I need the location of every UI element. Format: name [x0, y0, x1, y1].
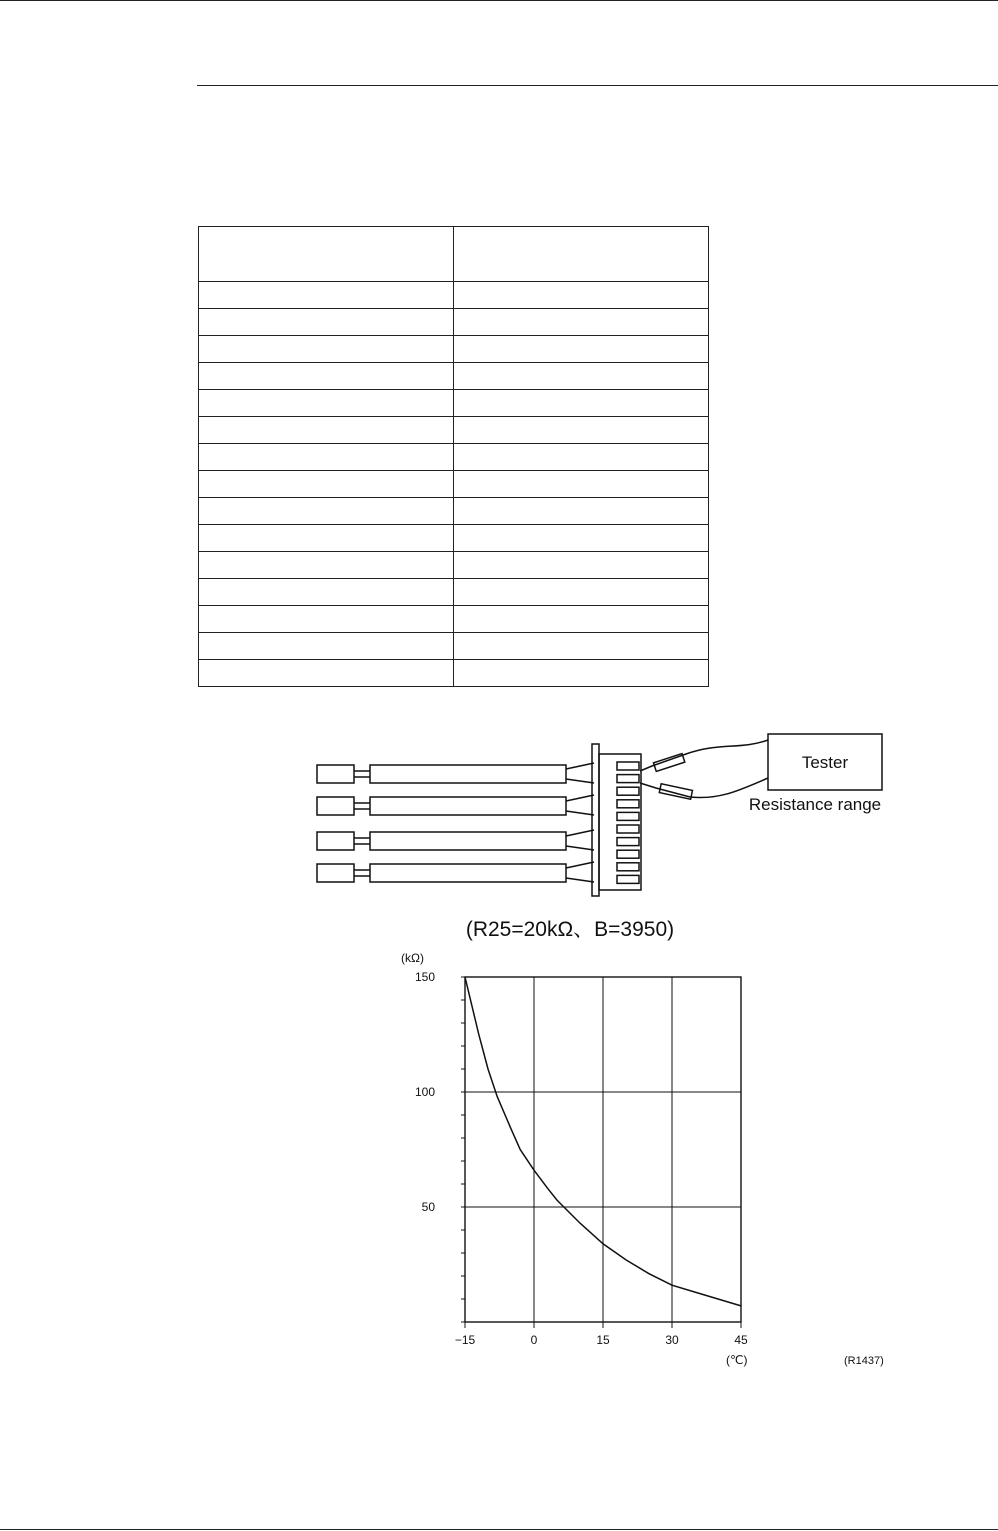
figure-code: (R1437): [844, 1355, 884, 1367]
thermistor-sensor: [317, 795, 594, 815]
connector-pin: [617, 850, 639, 858]
x-tick-label: −15: [454, 1333, 476, 1347]
connector-pin: [617, 825, 639, 833]
resistance-chart: [401, 951, 748, 1367]
y-tick-label: 100: [414, 1085, 435, 1099]
connector-pin: [617, 875, 639, 883]
y-unit-label: (kΩ): [401, 951, 424, 965]
thermistor-sensor: [317, 862, 594, 882]
connector-pin: [617, 812, 639, 820]
connector-pin: [617, 762, 639, 770]
x-tick-label: 30: [665, 1333, 679, 1347]
x-tick-label: 45: [734, 1333, 748, 1347]
connector-pin: [617, 787, 639, 795]
resistance-range-label: Resistance range: [748, 795, 882, 814]
graph-caption: (R25=20kΩ、B=3950): [465, 918, 675, 941]
minor-ticks: [461, 977, 741, 1328]
x-tick-label: 0: [530, 1333, 538, 1347]
sensor-head: [317, 797, 354, 815]
grid-lines: [465, 977, 741, 1322]
connector-pin: [617, 863, 639, 871]
sensor-tube: [370, 765, 566, 783]
y-tick-label: 150: [414, 970, 435, 984]
sensor-head: [317, 765, 354, 783]
thermistor-sensor: [317, 763, 594, 783]
connector-pin: [617, 775, 639, 783]
connector-flange: [592, 744, 599, 896]
sensor-tube: [370, 797, 566, 815]
connector-pin: [617, 838, 639, 846]
connector-pin: [617, 800, 639, 808]
x-unit-label: (℃): [726, 1353, 748, 1367]
sensor-tube: [370, 832, 566, 850]
sensor-head: [317, 864, 354, 882]
probe-wire-1: [640, 740, 768, 771]
sensor-head: [317, 832, 354, 850]
x-tick-label: 15: [596, 1333, 610, 1347]
y-tick-label: 50: [421, 1200, 435, 1214]
thermistor-sensor: [317, 830, 594, 850]
sensor-tube: [370, 864, 566, 882]
sensor-diagram: [317, 734, 882, 896]
tester-label: Tester: [801, 753, 849, 772]
